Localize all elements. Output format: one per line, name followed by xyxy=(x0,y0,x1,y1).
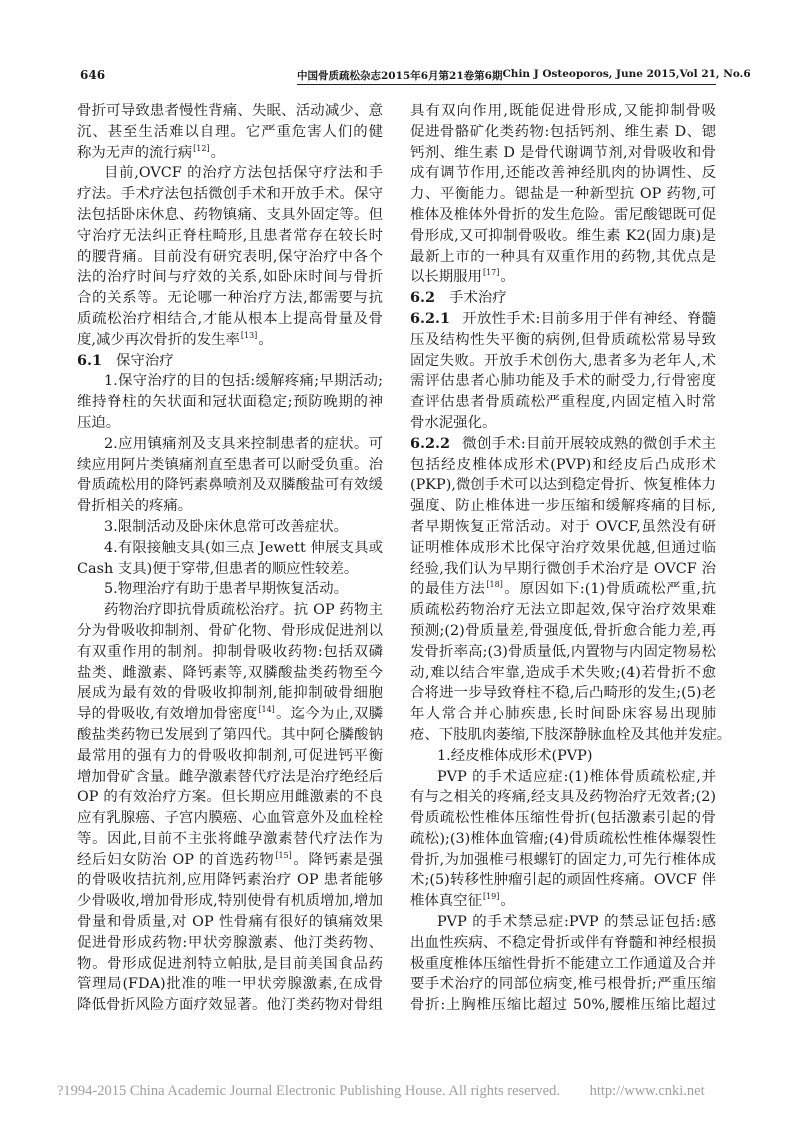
line-text: 成有调节作用,还能改善神经肌肉的协调性、反 xyxy=(410,165,716,182)
line-text: 预测;(2)骨质量差,骨强度低,骨折愈合能力差,再 xyxy=(410,622,716,639)
left-column xyxy=(77,101,383,1016)
text-line xyxy=(77,725,383,746)
line-text: 少骨吸收,增加骨形成,特别使骨有机质增加,增加 xyxy=(77,893,383,910)
line-text: 动,难以结合牢靠,造成手术失败;(4)若骨折不愈 xyxy=(410,664,716,681)
text-line xyxy=(410,392,716,413)
copyright-notice: ?1994-2015 China Academic Journal Electronic Publishing House. All rights reserved. xyxy=(57,1083,560,1099)
line-text: 年人常合并心肺疾患,长时间卧床容易出现肺 xyxy=(410,706,716,723)
line-text: 强度、防止椎体进一步压缩和缓解疼痛的目标, xyxy=(410,498,716,515)
text-line xyxy=(410,642,716,663)
line-text: 极重度椎体压缩性骨折不能建立工作通道及合并 xyxy=(410,955,716,972)
line-text: 骨折,为加强椎弓根螺钉的固定力,可先行椎体成 xyxy=(410,851,716,868)
line-text: 骨量和骨质量,对 OP 性骨痛有很好的镇痛效果 xyxy=(77,914,383,931)
line-text: 目前,OVCF 的治疗方法包括保守疗法和手 xyxy=(104,165,383,182)
citation-reference[interactable]: [15] xyxy=(275,850,292,860)
right-column xyxy=(410,101,732,1016)
issue-info-cn: 2015年6月第21卷第6期 xyxy=(381,70,503,82)
text-line xyxy=(410,330,716,351)
citation-reference[interactable]: [13] xyxy=(240,330,258,340)
line-text: 压迫。 xyxy=(77,414,121,431)
text-line xyxy=(410,267,716,288)
line-text: 查评估患者骨质疏松严重程度,内固定植入时常 xyxy=(410,394,716,411)
text-line xyxy=(410,891,716,912)
paragraph xyxy=(410,101,716,288)
text-line xyxy=(410,746,716,767)
line-text: 1.经皮椎体成形术(PVP) xyxy=(437,747,593,764)
line-text: 质疏松治疗相结合,才能从根本上提高骨量及骨 xyxy=(77,310,383,327)
line-text: 的最佳方法 xyxy=(410,581,486,598)
line-text: OP 的有效治疗方案。但长期应用雌激素的不良 xyxy=(77,789,383,806)
page-number: 646 xyxy=(80,68,106,82)
text-line xyxy=(410,455,716,476)
paragraph xyxy=(77,600,383,1016)
line-text: 等。因此,目前不主张将雌孕激素替代疗法作为 xyxy=(77,830,383,847)
line-text: 法的治疗时间与疗效的关系,如卧床时间与骨折 xyxy=(77,269,383,286)
text-line xyxy=(77,122,383,143)
line-text: Cash 支具)便于穿带,但患者的顺应性较差。 xyxy=(77,560,359,577)
line-text: 称为无声的流行病 xyxy=(77,144,193,161)
line-text: 以长期服用 xyxy=(410,269,482,286)
text-line xyxy=(410,351,716,372)
subsection-number: 6.2.1 xyxy=(410,309,451,327)
text-line xyxy=(77,309,383,330)
text-line xyxy=(77,954,383,975)
text-line xyxy=(410,559,716,580)
line-text: 骨折:上胸椎压缩比超过 50%,腰椎压缩比超过 xyxy=(410,997,716,1014)
text-line xyxy=(410,371,716,392)
line-text: 有双重作用的制剂。抑制骨吸收药物:包括双磷 xyxy=(77,643,383,660)
text-line xyxy=(410,122,716,143)
text-line xyxy=(410,829,716,850)
line-text: 最新上市的一种具有双重作用的药物,其优点是 xyxy=(410,248,716,265)
section-number: 6.2 xyxy=(410,289,436,307)
line-text: 应有乳腺癌、子宫内膜癌、心血管意外及血栓栓 xyxy=(77,810,383,827)
citation-reference[interactable]: [19] xyxy=(482,892,500,902)
line-text: (PKP),微创手术可以达到稳定骨折、恢复椎体力 xyxy=(410,477,716,494)
line-text: 最常用的强有力的骨吸收抑制剂,可促进钙平衡 xyxy=(77,747,383,764)
text-line xyxy=(410,995,716,1016)
line-text: 微创手术:目前开展较成熟的微创手术主 xyxy=(462,435,716,452)
paragraph xyxy=(410,767,716,913)
line-text: 骨折相关的疼痛。 xyxy=(77,498,193,515)
text-line xyxy=(77,704,383,725)
text-line xyxy=(77,850,383,871)
text-line xyxy=(77,559,383,580)
paragraph xyxy=(77,434,383,517)
text-line xyxy=(410,496,716,517)
paragraph xyxy=(77,579,383,600)
text-line xyxy=(410,974,716,995)
text-line xyxy=(77,933,383,954)
text-line xyxy=(410,413,716,434)
text-line xyxy=(77,475,383,496)
line-text: 压及结构性失平衡的病例,但骨质疏松常易导致 xyxy=(410,331,716,348)
text-line xyxy=(410,101,716,122)
line-text: 包括经皮椎体成形术(PVP)和经皮后凸成形术 xyxy=(410,456,716,473)
line-text: 。原因如下:(1)骨质疏松严重,抗 xyxy=(503,581,716,598)
line-text: 物。骨形成促进剂特立帕肽,是目前美国食品药 xyxy=(77,955,383,972)
text-line xyxy=(77,829,383,850)
text-line xyxy=(410,725,732,746)
text-line xyxy=(77,392,383,413)
line-text: 经验,我们认为早期行微创手术治疗是 OVCF 治 xyxy=(410,560,716,577)
line-text: 4.有限接触支具(如三点 Jewett 伸展支具或 xyxy=(104,539,383,556)
text-line xyxy=(410,579,716,600)
line-text: 度,减少再次骨折的发生率 xyxy=(77,331,240,348)
text-line xyxy=(77,974,383,995)
text-line xyxy=(410,767,716,788)
journal-citation-en: Chin J Osteoporos, June 2015,Vol 21, No.6 xyxy=(502,68,751,80)
section-heading xyxy=(77,351,383,372)
text-line xyxy=(77,143,383,164)
text-line xyxy=(77,434,383,455)
text-line xyxy=(77,226,383,247)
text-line xyxy=(410,663,716,684)
line-text: 合的关系等。无论哪一种治疗方法,都需要与抗 xyxy=(77,290,383,307)
text-line xyxy=(410,621,716,642)
line-text: 5.物理治疗有助于患者早期恢复活动。 xyxy=(104,581,348,598)
line-text: 。 xyxy=(258,331,273,348)
text-line xyxy=(77,267,383,288)
text-line xyxy=(410,600,716,621)
line-text: 导的骨吸收,有效增加骨密度 xyxy=(77,706,258,723)
line-text: 力、平衡能力。锶盐是一种新型抗 OP 药物,可 xyxy=(410,186,716,203)
line-text: 者早期恢复正常活动。对于 OVCF,虽然没有研 xyxy=(410,518,716,535)
text-line xyxy=(410,163,716,184)
line-text: 。 xyxy=(500,893,515,910)
paragraph xyxy=(77,538,383,580)
text-line xyxy=(77,496,383,517)
text-line xyxy=(410,683,716,704)
text-line xyxy=(77,413,383,434)
running-header xyxy=(297,68,751,85)
text-line xyxy=(410,226,716,247)
line-text: 具有双向作用,既能促进骨形成,又能抑制骨吸 xyxy=(410,103,716,119)
text-line xyxy=(77,767,383,788)
line-text: 。 xyxy=(500,269,515,286)
text-line xyxy=(77,912,383,933)
paragraph xyxy=(77,101,383,163)
line-text: 骨质疏松用的降钙素鼻喷剂及双膦酸盐可有效缓 xyxy=(77,477,383,494)
line-text: 促进骨骼矿化类药物:包括钙剂、维生素 D、锶 xyxy=(410,123,716,140)
paragraph xyxy=(410,309,716,434)
line-text: 1.保守治疗的目的包括:缓解疼痛;早期活动; xyxy=(104,373,383,390)
paragraph xyxy=(77,163,383,350)
line-text: 骨质疏松性椎体压缩性骨折(包括激素引起的骨 xyxy=(410,810,716,827)
line-text: 开放性手术:目前多用于伴有神经、脊髓 xyxy=(462,310,716,327)
line-text: 需评估患者心肺功能及手术的耐受力,行骨密度 xyxy=(410,373,716,390)
citation-reference[interactable]: [12] xyxy=(193,143,210,153)
text-line xyxy=(77,600,383,621)
paragraph xyxy=(410,434,732,746)
line-text: 合将进一步导致脊柱不稳,后凸畸形的发生;(5)老 xyxy=(410,685,716,702)
text-line xyxy=(77,746,383,767)
line-text: 法包括卧床休息、药物镇痛、支具外固定等。但 xyxy=(77,206,383,223)
line-text: 续应用阿片类镇痛剂直至患者可以耐受负重。治 xyxy=(77,456,383,473)
line-text: 疮、下肢肌肉萎缩,下肢深静脉血栓及其他并发症。 xyxy=(410,726,732,743)
section-heading xyxy=(410,288,716,309)
text-line xyxy=(410,309,716,330)
line-text: 药物治疗即抗骨质疏松治疗。抗 OP 药物主 xyxy=(104,602,383,619)
text-line xyxy=(410,538,716,559)
line-text: 椎体真空征 xyxy=(410,893,482,910)
section-title: 手术治疗 xyxy=(449,290,507,307)
text-line xyxy=(77,891,383,912)
text-line xyxy=(77,517,383,538)
line-text: 钙剂、维生素 D 是骨代谢调节剂,对骨吸收和骨 xyxy=(410,144,716,161)
line-text: 。迄今为止,双膦 xyxy=(275,706,383,723)
text-line xyxy=(410,143,716,164)
text-line xyxy=(77,247,383,268)
line-text: 的腰背痛。目前没有研究表明,保守治疗中各个 xyxy=(77,248,383,265)
paragraph xyxy=(410,912,716,1016)
paragraph xyxy=(77,371,383,433)
section-title: 保守治疗 xyxy=(116,352,174,369)
line-text: 维持脊柱的矢状面和冠状面稳定;预防晚期的神 xyxy=(77,394,383,411)
line-text: 沉、甚至生活难以自理。它严重危害人们的健 xyxy=(77,123,383,140)
subsection-number: 6.2.2 xyxy=(410,434,451,452)
text-line xyxy=(410,954,716,975)
line-text: 有与之相关的疼痛,经支具及药物治疗无效者;(2) xyxy=(410,789,716,806)
line-text: 固定失败。开放手术创伤大,患者多为老年人,术 xyxy=(410,352,716,369)
line-text: 3.限制活动及卧床休息常可改善症状。 xyxy=(104,518,348,535)
text-line xyxy=(77,808,383,829)
text-line xyxy=(77,995,383,1016)
paragraph xyxy=(77,517,383,538)
text-line xyxy=(410,704,716,725)
text-line xyxy=(410,475,716,496)
line-text: 盐类、雌激素、降钙素等,双膦酸盐类药物至今 xyxy=(77,664,383,681)
line-text: 促进骨形成药物:甲状旁腺激素、他汀类药物、 xyxy=(77,934,383,951)
text-line xyxy=(77,870,383,891)
text-line xyxy=(410,517,716,538)
text-line xyxy=(410,247,716,268)
website-link[interactable]: http://www.cnki.net xyxy=(589,1083,705,1099)
paragraph xyxy=(410,746,716,767)
line-text: PVP 的手术适应症:(1)椎体骨质疏松症,并 xyxy=(437,768,716,785)
text-line xyxy=(77,163,383,184)
line-text: 守治疗无法纠正脊柱畸形,且患者常存在较长时 xyxy=(77,227,383,244)
citation-reference[interactable]: [18] xyxy=(486,580,503,590)
text-line xyxy=(77,683,383,704)
line-text: 疗法。手术疗法包括微创手术和开放手术。保守 xyxy=(77,186,383,203)
text-line xyxy=(77,371,383,392)
citation-reference[interactable]: [17] xyxy=(482,268,500,278)
line-text: 疏松);(3)椎体血管瘤;(4)骨质疏松性椎体爆裂性 xyxy=(410,830,716,847)
line-text: 质疏松药物治疗无法立即起效,保守治疗效果难 xyxy=(410,602,716,619)
line-text: 增加骨矿含量。雌孕激素替代疗法是治疗绝经后 xyxy=(77,768,383,785)
text-line xyxy=(410,184,716,205)
line-text: 2.应用镇痛剂及支具来控制患者的症状。可 xyxy=(104,435,383,452)
line-text: 骨水泥强化。 xyxy=(410,414,497,431)
text-line xyxy=(410,933,716,954)
line-text: 酸盐类药物已发展到了第四代。其中阿仑膦酸钠 xyxy=(77,726,383,743)
text-line xyxy=(77,787,383,808)
text-line xyxy=(77,538,383,559)
text-line xyxy=(77,184,383,205)
text-line xyxy=(77,205,383,226)
line-text: 术;(5)转移性肿瘤引起的顽固性疼痛。OVCF 伴 xyxy=(410,872,716,889)
line-text: 展成为最有效的骨吸收抑制剂,能抑制破骨细胞 xyxy=(77,685,383,702)
text-line xyxy=(410,912,716,933)
text-line xyxy=(410,787,716,808)
section-number: 6.1 xyxy=(77,351,103,369)
text-line xyxy=(77,663,383,684)
text-line xyxy=(77,642,383,663)
citation-reference[interactable]: [14] xyxy=(258,705,275,715)
text-line xyxy=(410,808,716,829)
line-text: 。降钙素是强 xyxy=(292,851,383,868)
text-line xyxy=(410,205,716,226)
line-text: 经后妇女防治 OP 的首选药物 xyxy=(77,851,275,868)
line-text: 骨折可导致患者慢性背痛、失眠、活动减少、意 xyxy=(77,103,383,119)
line-text: 出血性疾病、不稳定骨折或伴有脊髓和神经根损 xyxy=(410,934,716,951)
text-line xyxy=(77,288,383,309)
line-text: 分为骨吸收抑制剂、骨矿化物、骨形成促进剂以 xyxy=(77,622,383,639)
text-line xyxy=(77,621,383,642)
line-text: 骨形成,又可抑制骨吸收。维生素 K2(固力康)是 xyxy=(410,227,716,244)
line-text: 要手术治疗的同部位病变,椎弓根骨折;严重压缩 xyxy=(410,976,716,993)
text-line xyxy=(410,850,716,871)
line-text: PVP 的手术禁忌症:PVP 的禁忌证包括:感 xyxy=(437,914,716,931)
text-line xyxy=(77,455,383,476)
text-line xyxy=(77,330,383,351)
line-text: 。 xyxy=(210,144,225,161)
text-line xyxy=(410,434,716,455)
line-text: 证明椎体成形术比保守治疗效果优越,但通过临 xyxy=(410,539,716,556)
text-line xyxy=(77,579,383,600)
text-line xyxy=(77,101,383,122)
line-text: 的骨吸收拮抗剂,应用降钙素治疗 OP 患者能够 xyxy=(77,872,383,889)
text-line xyxy=(410,870,716,891)
line-text: 发骨折率高;(3)骨质量低,内置物与内固定物易松 xyxy=(410,643,716,660)
footer xyxy=(57,1083,705,1100)
line-text: 降低骨折风险方面疗效显著。他汀类药物对骨组 xyxy=(77,997,383,1014)
journal-title-cn: 中国骨质疏松杂志 xyxy=(297,70,381,82)
line-text: 管理局(FDA)批准的唯一甲状旁腺激素,在成骨 xyxy=(77,976,383,993)
line-text: 椎体及椎体外骨折的发生危险。雷尼酸锶既可促 xyxy=(410,206,716,223)
